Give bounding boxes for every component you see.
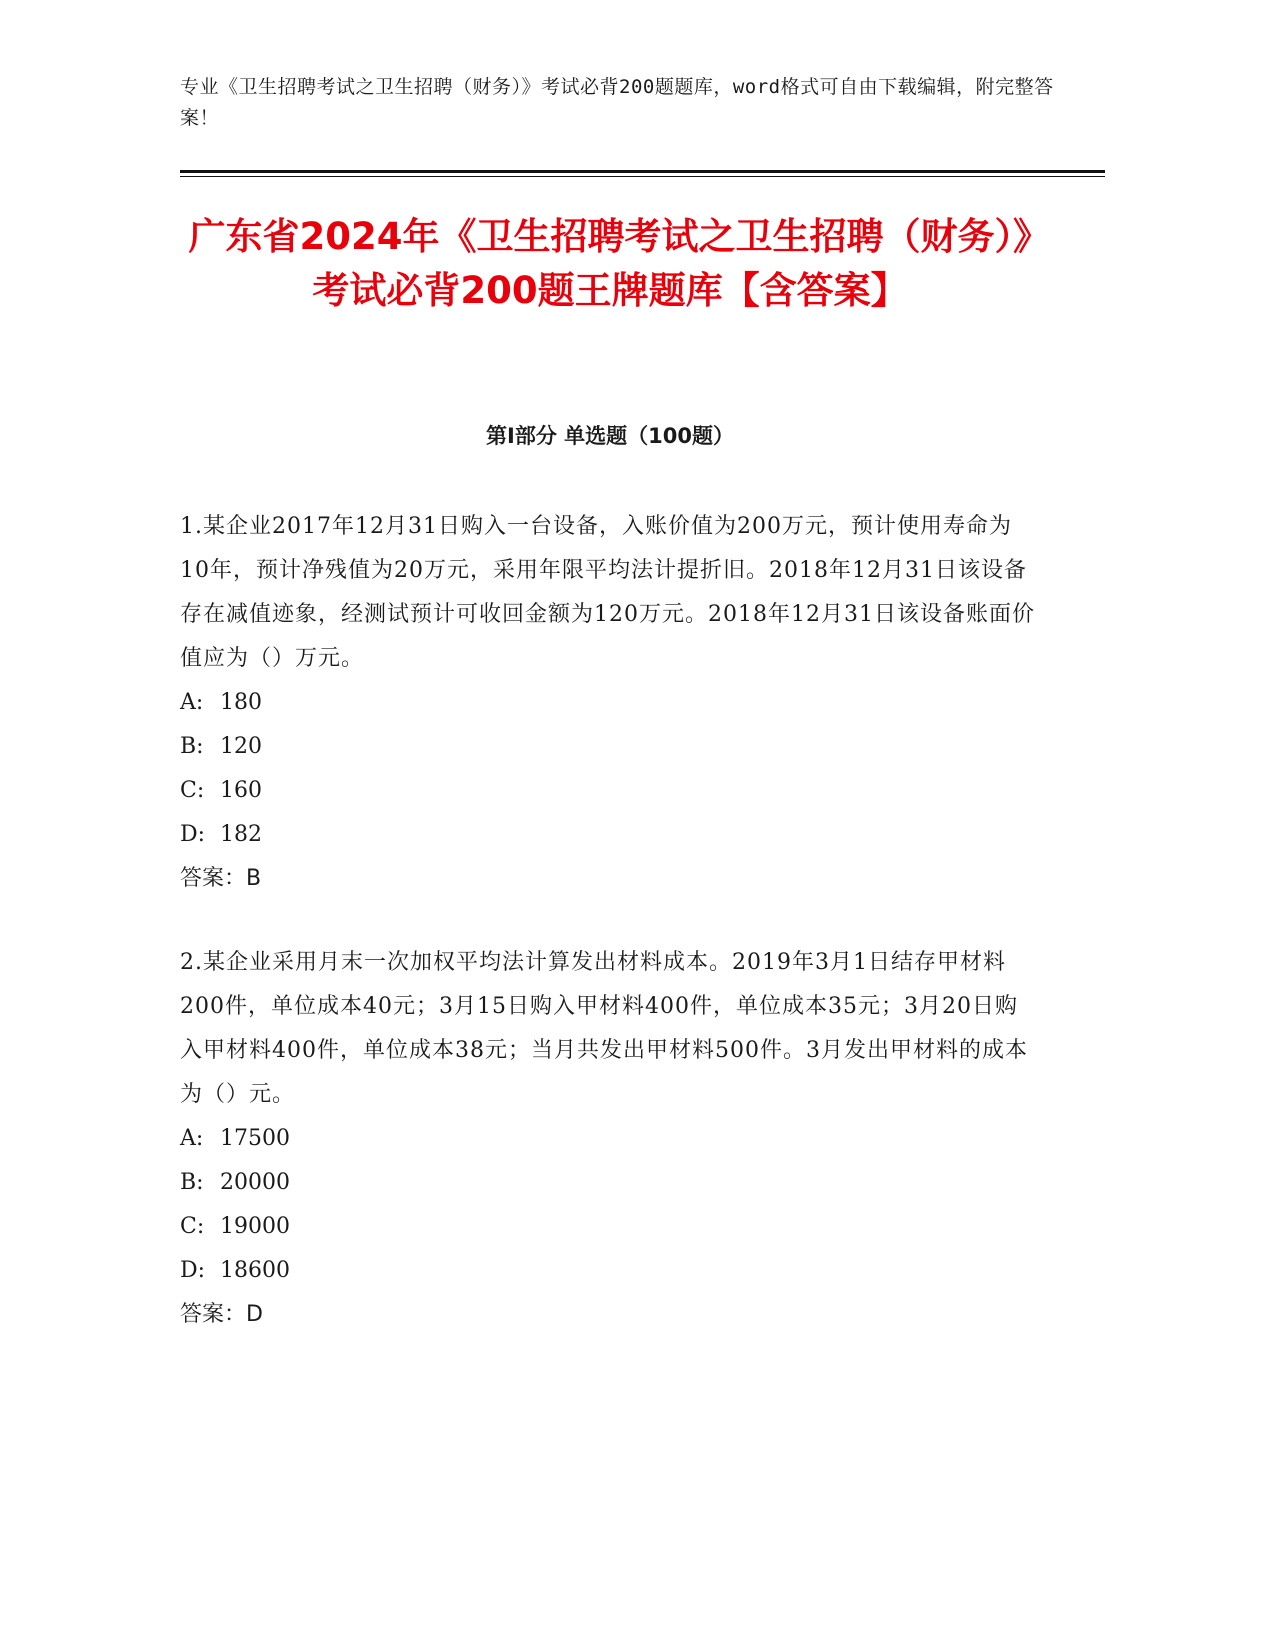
option-c — [180, 1205, 1040, 1249]
option-value: 180 — [220, 690, 262, 715]
option-label: C: — [180, 778, 205, 803]
option-a — [180, 681, 1040, 725]
option-label: A: — [180, 690, 204, 715]
option-value: 20000 — [220, 1170, 290, 1195]
option-c — [180, 769, 1040, 813]
option-b — [180, 725, 1040, 769]
option-a — [180, 1117, 1040, 1161]
answer: 答案：B — [180, 866, 262, 891]
option-value: 18600 — [220, 1258, 290, 1283]
section-heading: 第Ⅰ部分 单选题（100题） — [486, 424, 734, 448]
header-rule-thick — [180, 170, 1105, 173]
option-value: 120 — [220, 734, 262, 759]
option-label: D: — [180, 1258, 206, 1283]
option-value: 19000 — [220, 1214, 290, 1239]
option-b — [180, 1161, 1040, 1205]
option-label: A: — [180, 1126, 204, 1151]
option-d — [180, 1249, 1040, 1293]
option-label: B: — [180, 734, 204, 759]
question-1 — [180, 505, 1040, 901]
option-value: 160 — [220, 778, 262, 803]
option-label: C: — [180, 1214, 205, 1239]
document-title: 广东省2024年《卫生招聘考试之卫生招聘（财务）》考试必背200题王牌题库【含答案】 — [188, 215, 1032, 312]
option-d — [180, 813, 1040, 857]
option-label: D: — [180, 822, 206, 847]
answer: 答案：D — [180, 1302, 263, 1327]
question-stem: 2.某企业采用月末一次加权平均法计算发出材料成本。2019年3月1日结存甲材料200件，单位成本40元；3月15日购入甲材料400件，单位成本35元；3月20日购入甲材料400件，单位成本38元；当月共发出甲材料500件。3月发出甲材料的成本为（）元。 — [180, 950, 1028, 1107]
option-label: B: — [180, 1170, 204, 1195]
question-2 — [180, 941, 1040, 1337]
question-stem: 1.某企业2017年12月31日购入一台设备，入账价值为200万元，预计使用寿命为10年，预计净残值为20万元，采用年限平均法计提折旧。2018年12月31日该设备存在减值迹象，经测试预计可收回金额为120万元。2018年12月31日该设备账面价值应为（）万元。 — [180, 514, 1035, 671]
option-value: 17500 — [220, 1126, 290, 1151]
header-rule-thin — [180, 176, 1105, 177]
option-value: 182 — [220, 822, 262, 847]
header-note: 专业《卫生招聘考试之卫生招聘（财务）》考试必背200题题库，word格式可自由下载编辑，附完整答案！ — [180, 76, 1054, 129]
